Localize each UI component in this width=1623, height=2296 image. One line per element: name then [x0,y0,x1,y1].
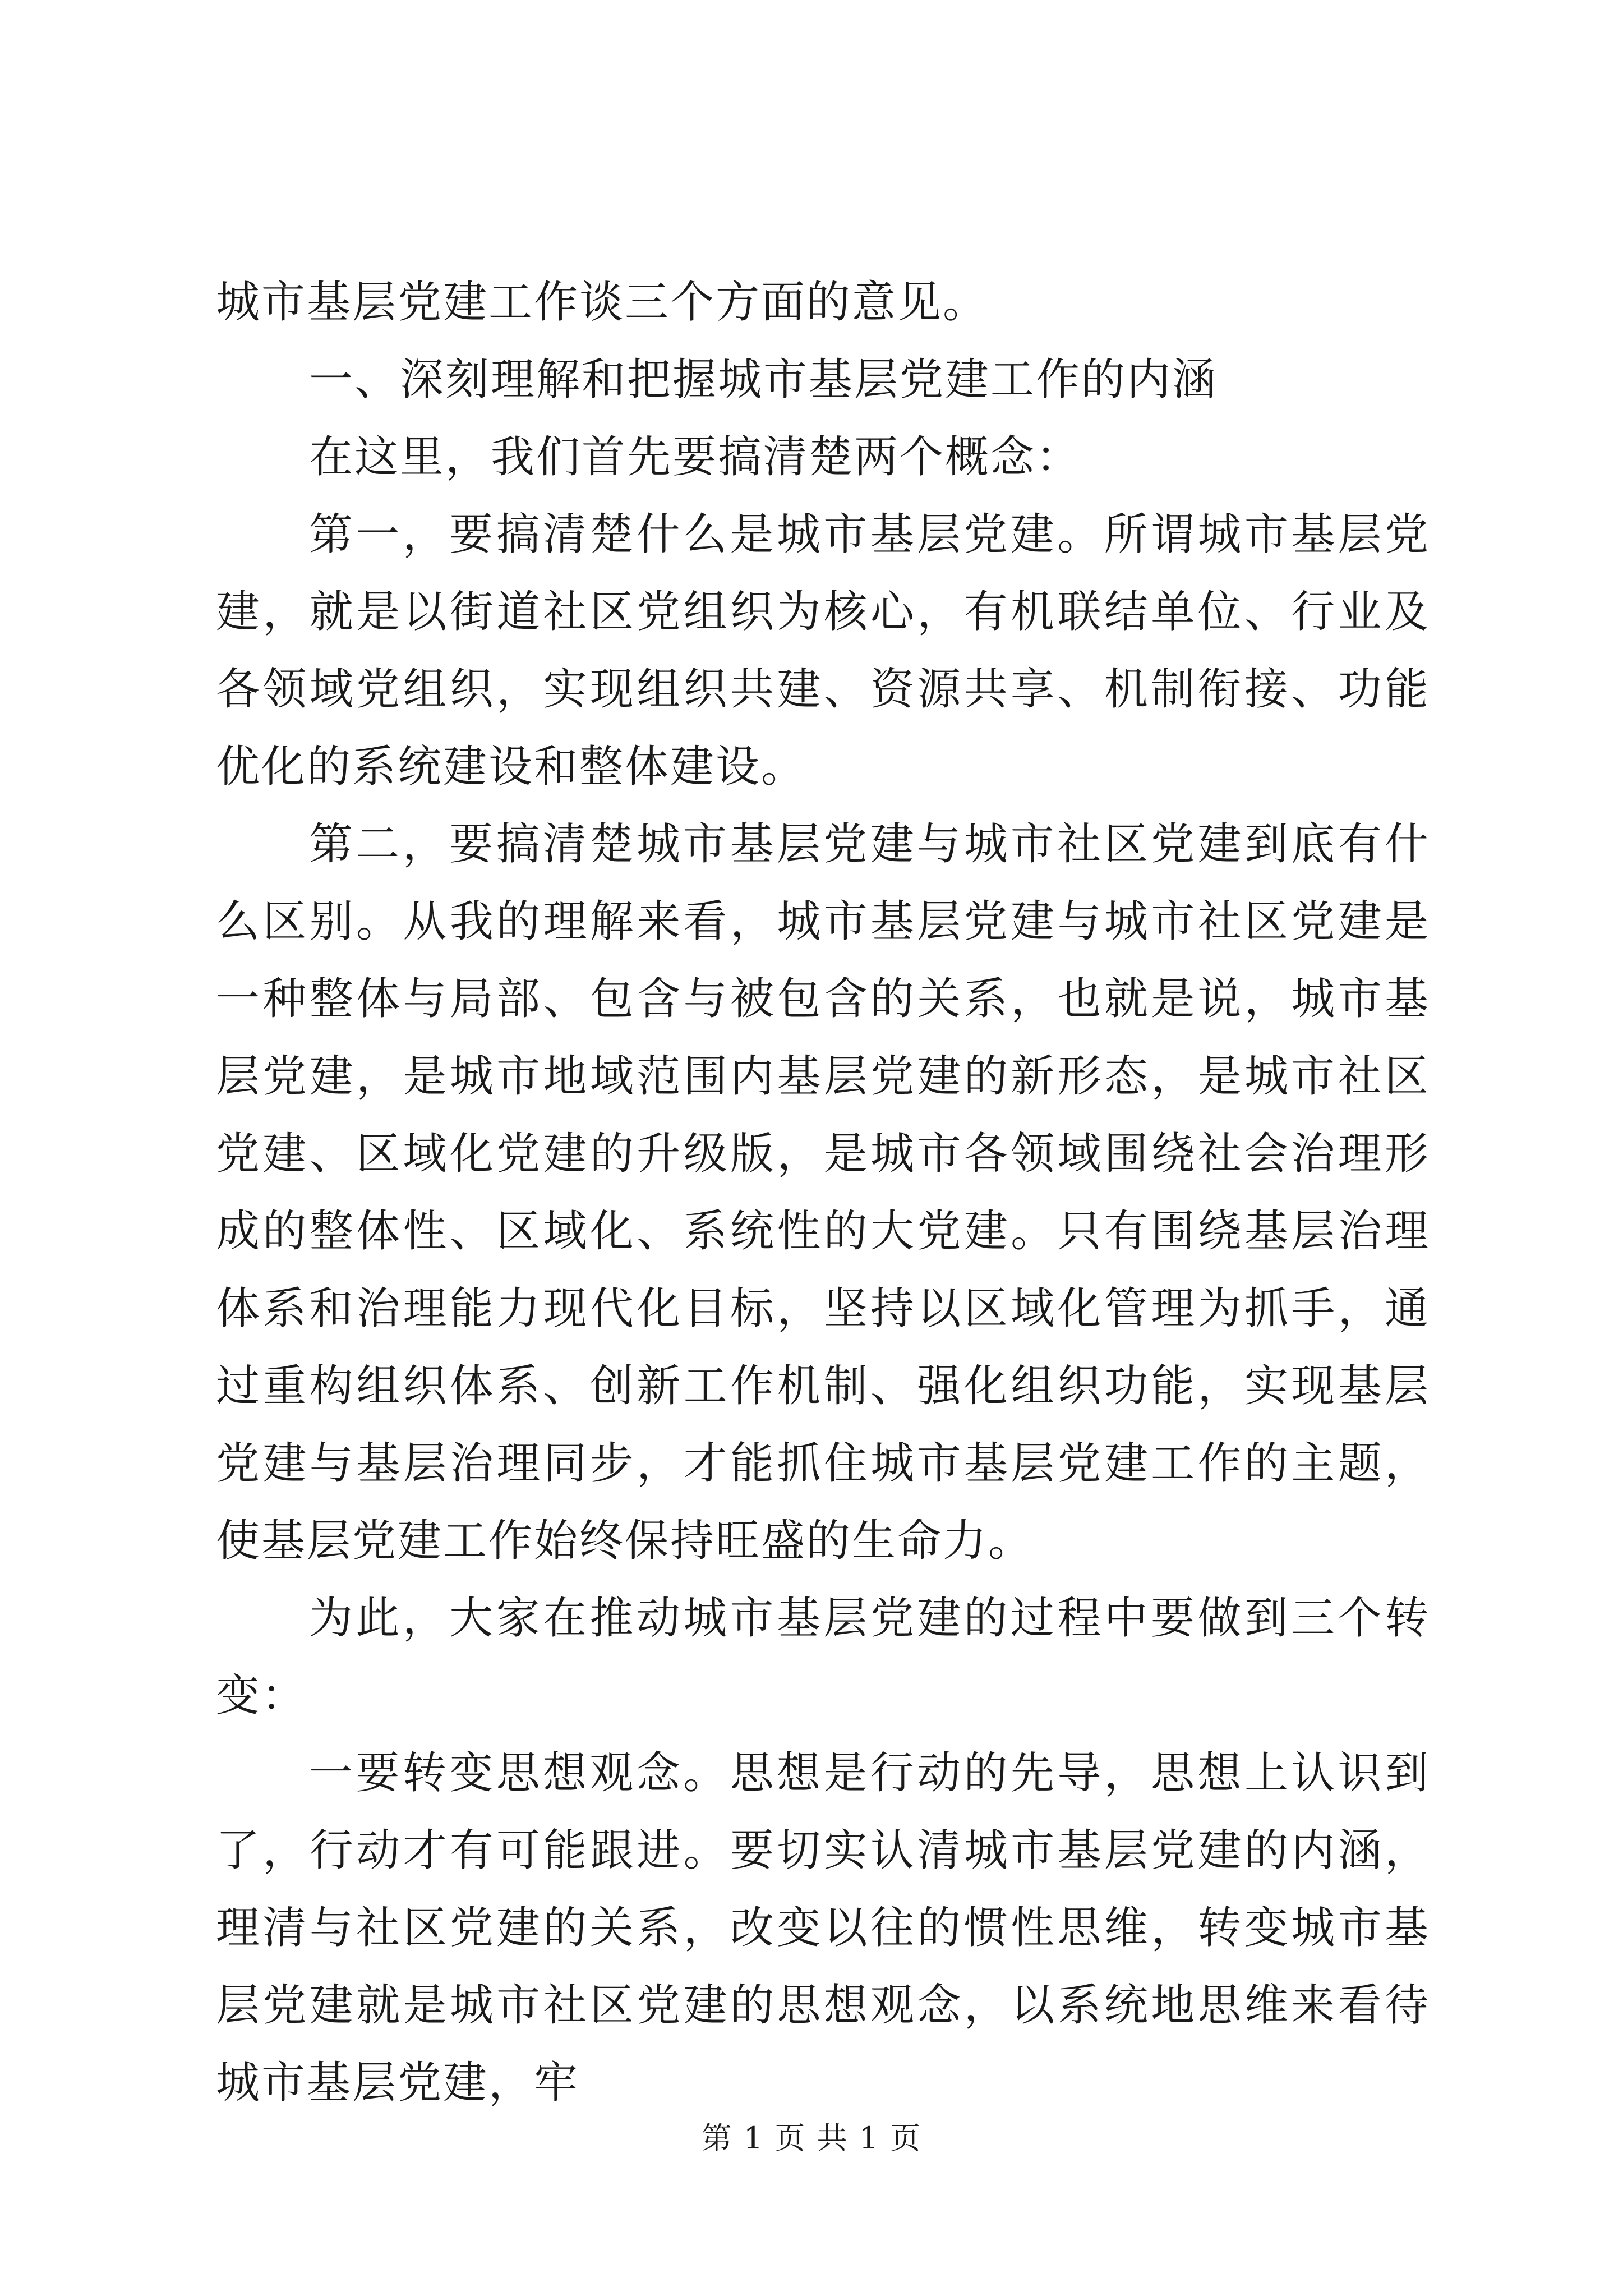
page-number-footer: 第 1 页 共 1 页 [701,2120,922,2156]
section-heading-1: 一、深刻理解和把握城市基层党建工作的内涵 [309,355,1218,405]
paragraph-two-concepts: 在这里，我们首先要搞清楚两个概念： [309,432,1082,482]
paragraph-change-thinking: 一要转变思想观念。思想是行动的先导，思想上认识到了，行动才有可能跟进。要切实认清城市基层党建的内涵，理清与社区党建的关系，改变以往的惯性思维，转变城市基层党建就是城市社区党建的思想观念，以系统地思维来看待城市基层党建，牢 [216,1748,1430,2108]
paragraph-first-concept: 第一，要搞清楚什么是城市基层党建。所谓城市基层党建，就是以街道社区党组织为核心，有机联结单位、行业及各领域党组织，实现组织共建、资源共享、机制衔接、功能优化的系统建设和整体建设。 [216,509,1430,792]
paragraph-three-changes: 为此，大家在推动城市基层党建的过程中要做到三个转变： [216,1593,1430,1721]
paragraph-intro-ending: 城市基层党建工作谈三个方面的意见。 [216,277,989,328]
paragraph-second-concept: 第二，要搞清楚城市基层党建与城市社区党建到底有什么区别。从我的理解来看，城市基层党建与城市社区党建是一种整体与局部、包含与被包含的关系，也就是说，城市基层党建，是城市地域范围内基层党建的新形态，是城市社区党建、区域化党建的升级版，是城市各领域围绕社会治理形成的整体性、区域化、系统性的大党建。只有围绕基层治理体系和治理能力现代化目标，坚持以区域化管理为抓手，通过重构组织体系、创新工作机制、强化组织功能，实现基层党建与基层治理同步，才能抓住城市基层党建工作的主题，使基层党建工作始终保持旺盛的生命力。 [216,819,1430,1566]
document-body [216,264,1430,2122]
